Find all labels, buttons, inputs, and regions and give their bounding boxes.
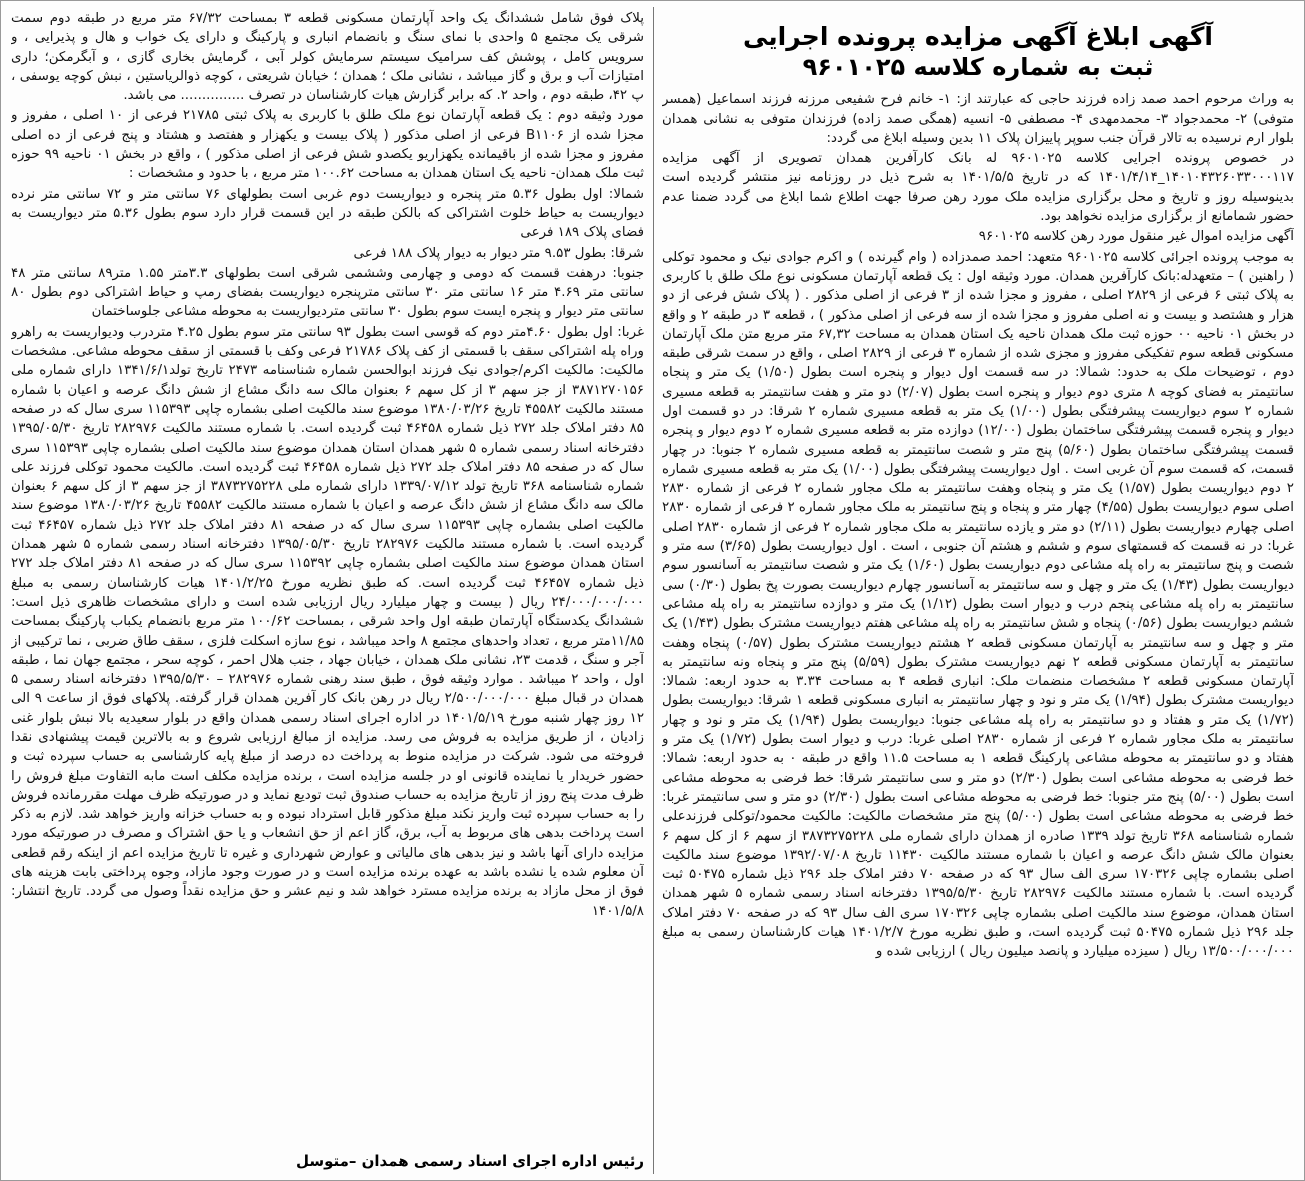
notice-title-block xyxy=(662,21,1294,82)
auction-heading: آگهی مزایده اموال غیر منقول مورد رهن کلاسه ۹۶۰۱۰۲۵ xyxy=(978,229,1294,245)
left-column-body xyxy=(11,9,644,1129)
first-collateral-paragraph: به موجب پرونده اجرائی کلاسه ۹۶۰۱۰۲۵ متعهد: احمد صمدزاده ( وام گیرنده ) و اکرم جوادی نیک و محمود توکلی ( راهنین ) – متعهدله:بانک کارآفرین همدان. مورد وثیقه اول : یک قطعه آپارتمان مسکونی نوع ملک طلق با کاربری به پلاک ثبتی ۶ فرعی از ۲۸۲۹ اصلی ، مفروز و مجزا شده از ۳ فرعی از اصلی مذکور . ( پلاک شش فرعی از دو هزار و هشتصد و بیست و نه اصلی مفروز و مجزا شده از سه فرعی از اصلی مذکور ) ، قطعه ۳ در طبقه ۲ و واقع در بخش ۰۱ ناحیه ۰۰ حوزه ثبت ملک همدان ناحیه یک استان همدان به مساحت ۶۷,۳۲ متر مربع متن ملک آپارتمان مسکونی قطعه سوم تفکیکی مفروز و مجزی شده از شماره ۳ فرعی از ۲۸۲۹ اصلی ، واقع در سمت شرقی طبقه دوم ، توضیحات ملک به حدود: شمالا: در سه قسمت اول دیوار و پنجره است بطول (۱/۵۰) یک متر و پنجاه سانتیمتر به فضای کوچه ۸ متری دوم دیوار و پنجره است بطول (۲/۰۷) دو متر و هفت سانتیمتر به قطعه مسیری شماره ۲ سوم دیواریست پیشرفتگی بطول (۱/۰۰) یک متر به قطعه مسیری شماره ۲ شرقا: در دو قسمت اول دیوار و پنجره قسمت پیشرفتگی ساختمان بطول (۱۲/۰۰) دوازده متر به قطعه مسیری شماره ۲ دوم دیوار و پنجره قسمت پیشرفتگی ساختمان بطول (۵/۶۰) پنج متر و شصت سانتیمتر به قطعه مسیری شماره ۲ جنوبا: در چهار قسمت، که قسمت سوم آن غربی است . اول دیواریست پیشرفتگی بطول (۱/۰۰) یک متر به قطعه مسیری شماره ۲ دوم دیواریست بطول (۱/۵۷) یک متر و پنجاه وهفت سانتیمتر به ملک مجاور شماره ۲ فرعی از شماره ۲۸۳۰ اصلی سوم دیواریست بطول (۴/۵۵) چهار متر و پنجاه و پنج سانتیمتر به ملک مجاور شماره ۲ فرعی از شماره ۲۸۳۰ اصلی چهارم دیواریست بطول (۲/۱۱) دو متر و یازده سانتیمتر به ملک مجاور شماره ۲ فرعی از شماره ۲۸۳۰ اصلی غربا: در نه قسمت که قسمتهای سوم و ششم و هشتم آن جنوبی ، است . اول دیواریست بطول (۳/۶۵) سه متر و شصت و پنج سانتیمتر به راه پله مشاعی دوم دیواریست بطول (۱/۶۰) یک متر و شصت سانتیمتر به آسانسور سوم دیواریست بطول (۱/۴۳) یک متر و چهل و سه سانتیمتر به آسانسور چهارم دیواریست بصورت پخ بطول (۰/۳۰) سی سانتیمتر به راه پله مشاعی پنجم درب و دیوار است بطول (۱/۱۲) یک متر و دوازده سانتیمتر به راه پله مشاعی ششم دیواریست بطول (۰/۵۶) پنجاه و شش سانتیمتر به راه پله مشاعی هفتم دیواریست مشترک بطول (۱/۴۳) یک متر و چهل و سه سانتیمتر به آپارتمان مسکونی قطعه ۲ هشتم دیواریست مشترک بطول (۰/۵۷) پنجاه وهفت سانتیمتر به آپارتمان مسکونی قطعه ۲ نهم دیواریست مشترک بطول (۵/۵۹) پنج متر و پنجاه ونه سانتیمتر به آپارتمان مسکونی قطعه ۲ مشخصات منضمات ملک: انباری قطعه ۴ به مساحت ۳.۳۴ به حدود اربعه: شمالا: دیواریست مشترک بطول (۱/۹۴) یک متر و نود و چهار سانتیمتر به انباری مسکونی قطعه ۱ شرقا: دیواریست بطول (۱/۷۲) یک متر و هفتاد و دو سانتیمتر به راه پله مشاعی جنوبا: دیواریست بطول (۱/۹۴) یک متر و نود و چهار سانتیمتر به ملک مجاور شماره ۲ فرعی از شماره ۲۸۳۰ اصلی غربا: درب و دیوار است بطول (۱/۷۲) یک متر و هفتاد و دو سانتیمتر به محوطه مشاعی پارکینگ قطعه ۱ به مساحت ۱۱.۵ واقع در طبقه ۰ به حدود اربعه: شمالا: خط فرضی به محوطه مشاعی است بطول (۲/۳۰) دو متر و سی سانتیمتر شرقا: خط فرضی به محوطه مشاعی است بطول (۵/۰۰) پنج متر جنوبا: خط فرضی به محوطه مشاعی است بطول (۲/۳۰) دو متر و سی سانتیمتر غربا: خط فرضی به محوطه مشاعی است بطول (۵/۰۰) پنج متر مشخصات مالکیت: مالکیت محمود/توکلی فرزندعلی شماره شناسنامه ۳۶۸ تاریخ تولد ۱۳۳۹ صادره از همدان دارای شماره ملی ۳۸۷۳۲۷۵۲۲۸ از سهم ۶ از کل سهم ۶ بعنوان مالک شش دانگ عرصه و اعیان با شماره مستند مالکیت ۱۱۴۳۰ تاریخ ۱۳۹۲/۰۷/۰۸ موضوع سند مالکیت اصلی بشماره چاپی ۱۷۰۳۲۶ سری الف سال ۹۳ که در صفحه ۷۰ دفتر املاک جلد ۲۹۶ ذیل شماره ۵۰۴۷۵ ثبت گردیده است. با شماره مستند مالکیت ۲۸۲۹۷۶ تاریخ ۱۳۹۵/۵/۳۰ دفترخانه اسناد رسمی شماره ۵ شهر همدان استان همدان، موضوع سند مالکیت اصلی بشماره چاپی ۱۷۰۳۲۶ سری الف سال ۹۳ که در صفحه ۷۰ دفتر املاک جلد ۲۹۶ ذیل شماره ۵۰۴۷۵ ثبت گردیده است، و طبق نظریه مورخ ۱۴۰۱/۲/۷ هیات کارشناسان رسمی به مبلغ ۱۳/۵۰۰/۰۰۰/۰۰۰ ریال ( سیزده میلیارد و پانصد میلیون ریال ) ارزیابی شده و xyxy=(662,249,1294,960)
east-boundary-paragraph: شرقا: بطول ۹.۵۳ متر دیوار به دیوار پلاک ۱۸۸ فرعی xyxy=(353,245,644,261)
notice-subtitle: ثبت به شماره کلاسه ۹۶۰۱۰۲۵ xyxy=(802,53,1154,82)
second-collateral-paragraph: مورد وثیقه دوم : یک قطعه آپارتمان نوع ملک طلق با کاربری به پلاک ثبتی ۲۱۷۸۵ فرعی از ۱۰ اصلی ، مفروز و مجزا شده از B۱۱۰۶ فرعی از اصلی مذکور ( پلاک بیست و یکهزار و هفتصد و هشتاد و پنج فرعی از ده اصلی مفروز و مجزا شده از باقیمانده یکهزاریو یکصدو شش فرعی از اصلی مذکور ) ، واقع در بخش ۰۱ ناحیه ۹۹ حوزه ثبت ملک همدان- ناحیه یک استان همدان به مساحت ۱۰۰.۶۲ متر مربع ، با حدود و مشخصات : xyxy=(11,108,644,182)
recipients-paragraph: به وراث مرحوم احمد صمد زاده فرزند حاجی که عبارتند از: ۱- خانم فرح شفیعی مرزنه فرزند اسماعیل (همسر متوفی) ۲- محمدجواد ۳- محمدمهدی ۴- مصطفی ۵- انسیه (همگی صمد زاده) فرزندان متوفی به نشانی همدان بلوار ارم نرسیده به تالار قرآن جنب سوپر پاییزان پلاک ۱۱ بدین وسیله ابلاغ می گردد: xyxy=(662,92,1294,146)
property-description-paragraph: پلاک فوق شامل ششدانگ یک واحد آپارتمان مسکونی قطعه ۳ بمساحت ۶۷/۳۲ متر مربع در طبقه دوم سمت شرقی یک مجتمع ۵ واحدی با نمای سنگ و بانضمام انباری و پارکینگ و دارای یک خواب و هال و پذیرایی ، و سرویس کامل ، پوشش کف سرامیک سیستم سرمایش کولر آبی ، گرمایش بخاری گازی ، و آبگرمکن؛ داری امتیازات آب و برق و گاز میباشد ، نشانی ملک ؛ همدان ؛ خیابان شریعتی ، کوچه ذوالریاستین ، نبش کوچه یوسفی ، پ ۴۲، طبقه دوم ، واحد ۲. که برابر گزارش هیات کارشناسان در تصرف ............... می باشد. xyxy=(11,11,644,104)
signature-line: رئیس اداره اجرای اسناد رسمی همدان –متوسل xyxy=(295,1152,644,1170)
notice-title: آگهی ابلاغ آگهی مزایده پرونده اجرایی xyxy=(743,22,1213,51)
north-boundary-paragraph: شمالا: اول بطول ۵.۳۶ متر پنجره و دیواریست دوم غربی است بطولهای ۷۶ سانتی متر و ۷۲ سانتی متر نرده دیواریست به حیاط خلوت اشتراکی که بالکن طبقه در این قسمت قرار دارد سوم بطول ۵.۳۶ متر دیواریست به فضای پلاک ۱۸۹ فرعی xyxy=(11,186,644,241)
west-boundary-and-terms-paragraph: غربا: اول بطول ۴.۶۰متر دوم که قوسی است بطول ۹۳ سانتی متر سوم بطول ۴.۲۵ متردرب ودیواریست به راهرو وراه پله اشتراکی سقف با قسمتی از کف پلاک ۲۱۷۸۶ فرعی وکف با قسمتی از سقف محوطه مشاعی. مشخصات مالکیت: مالکیت اکرم/جوادی نیک فرزند ابوالحسن شماره شناسنامه ۲۴۷۳ تاریخ تولد۱۳۴۱/۶/۱ دارای شماره ملی ۳۸۷۱۲۷۰۱۵۶ از جز سهم ۳ از کل سهم ۶ بعنوان مالک سه دانگ مشاع از شش دانگ عرصه و اعیان با شماره مستند مالکیت ۴۵۵۸۲ تاریخ ۱۳۸۰/۰۳/۲۶ موضوع سند مالکیت اصلی بشماره چاپی ۱۱۵۳۹۳ سری سال که در صفحه ۸۵ دفتر املاک جلد ۲۷۲ ذیل شماره ۴۶۴۵۸ ثبت گردیده است. با شماره مستند مالکیت ۲۸۲۹۷۶ تاریخ ۱۳۹۵/۰۵/۳۰ دفترخانه اسناد رسمی شماره ۵ شهر همدان استان همدان موضوع سند مالکیت اصلی بشماره چاپی ۱۱۵۳۹۳ سری سال که در صفحه ۸۵ دفتر املاک جلد ۲۷۲ ذیل شماره ۴۶۴۵۸ ثبت گردیده است. مالکیت محمود توکلی فرزند علی شماره شناسنامه ۳۶۸ تاریخ تولد ۱۳۳۹/۰۷/۱۲ دارای شماره ملی ۳۸۷۳۲۷۵۲۲۸ از جز سهم ۳ از کل سهم ۶ بعنوان مالک سه دانگ مشاع از شش دانگ عرصه و اعیان با شماره مستند مالکیت ۴۵۵۸۲ تاریخ ۱۳۸۰/۰۳/۲۶ موضوع سند مالکیت اصلی بشماره چاپی ۱۱۵۳۹۳ سری سال که در صفحه ۸۱ دفتر املاک جلد ۲۷۲ ذیل شماره ۴۶۴۵۷ ثبت گردیده است. با شماره مستند مالکیت ۲۸۲۹۷۶ تاریخ ۱۳۹۵/۰۵/۳۰ دفترخانه اسناد رسمی شماره ۵ شهر همدان استان همدان موضوع سند مالکیت اصلی بشماره چاپی ۱۱۵۳۹۲ سری سال که در صفحه ۸۱ دفتر املاک جلد ۲۷۲ ذیل شماره ۴۶۴۵۷ ثبت گردیده است. که طبق نظریه مورخ ۱۴۰۱/۲/۲۵ هیات کارشناسان رسمی به مبلغ ۲۴/۰۰۰/۰۰۰/۰۰۰ ریال ( بیست و چهار میلیارد ریال ارزیابی شده است و دارای مشخصات ظاهری ذیل است: ششدانگ یکدستگاه آپارتمان طبقه اول واحد شرقی ، بمساحت ۱۰۰/۶۲ متر مربع بانضمام یکباب پارکینگ بمساحت ۱۱/۸۵متر مربع ، تعداد واحدهای مجتمع ۸ واحد میباشد ، نوع سازه اسکلت فلزی ، سقف طاق ضربی ، نما ترکیبی از آجر و سنگ ، قدمت ۲۳، نشانی ملک همدان ، خیابان جهاد ، جنب هلال احمر ، کوچه سحر ، مجتمع جهان نما ، طبقه اول ، واحد ۲ میباشد . موارد وثیقه فوق ، طبق سند رهنی شماره ۲۸۲۹۷۶ – ۱۳۹۵/۵/۳۰ دفترخانه اسناد رسمی ۵ همدان در قبال مبلغ ۲/۵۰۰/۰۰۰/۰۰۰ ریال در رهن بانک کار آفرین همدان قرار گرفته. پلاکهای فوق از ساعت ۹ الی ۱۲ روز چهار شنبه مورخ ۱۴۰۱/۵/۱۹ در اداره اجرای اسناد رسمی همدان واقع در بلوار سعیدیه بالا نبش بلوار غنی زادیان ، از طریق مزایده به فروش می رسد. مزایده از مبالغ ارزیابی شروع و به بالاترین قیمت پیشنهادی نقدا فروخته می شود. شرکت در مزایده منوط به پرداخت ده درصد از مبلغ پایه کارشناسی به حساب سپرده ثبت و حضور خریدار یا نماینده قانونی او در جلسه مزایده است ، برنده مزایده مکلف است مابه التفاوت مبلغ فروش را ظرف مدت پنج روز از تاریخ مزایده به حساب صندوق ثبت تودیع نماید و در صورتیکه ظرف مهلت مقررمانده فروش را به حساب سپرده ثبت واریز نکند مبلغ مذکور قابل استرداد نبوده و به حساب خزانه واریز خواهد شد. لازم به ذکر است پرداخت بدهی های مربوط به آب، برق، گاز اعم از حق انشعاب و یا حق اشتراک و مصرف در صورتیکه مورد مزایده دارای آنها باشد و نیز بدهی های مالیاتی و عوارض شهرداری و غیره تا تاریخ مزایده اعم از اینکه رقم قطعی آن معلوم شده یا نشده باشد به عهده برنده مزایده است و در صورت وجود مازاد، وجوه پرداختی بابت هزینه های فوق از محل مازاد به برنده مزایده مسترد خواهد شد و نیم عشر و حق مزایده نقداً وصول می گردد. تاریخ انتشار: ۱۴۰۱/۵/۸ xyxy=(11,324,644,919)
right-column-body xyxy=(662,90,1294,1130)
notification-paragraph: در خصوص پرونده اجرایی کلاسه ۹۶۰۱۰۲۵ له بانک کارآفرین همدان تصویری از آگهی مزایده ۱۴۰۱۰۴۳۲۶۰۳۳۰۰۰۱۱۷_۱۴۰۱/۴/۱۴ که در تاریخ ۱۴۰۱/۵/۵ به شرح ذیل در روزنامه نیز منتشر گردیده است بدینوسیله روز و تاریخ و محل برگزاری مزایده ملک مورد رهن صرفا جهت اطلاع شما ابلاغ می گردد ضمنا عدم حضور شمامانع از برگزاری مزایده نخواهد بود. xyxy=(662,151,1294,225)
right-column xyxy=(652,1,1304,1180)
south-boundary-paragraph: جنوبا: درهفت قسمت که دومی و چهارمی وششمی شرقی است بطولهای ۳.۳متر ۱.۵۵ متر۸۹ سانتی متر ۴۸ سانتی متر ۴.۶۹ متر ۱۶ سانتی متر ۳۰ سانتی مترپنجره دیواریست بفضای رمپ و حیاط اشتراکی دوم بطول ۸۰ سانتی متر دیوار و پنجره ایست سوم بطول ۳۰ سانتی متردیواریست به محوطه مشاعی جلوساختمان xyxy=(11,265,644,320)
left-column xyxy=(1,1,654,1180)
